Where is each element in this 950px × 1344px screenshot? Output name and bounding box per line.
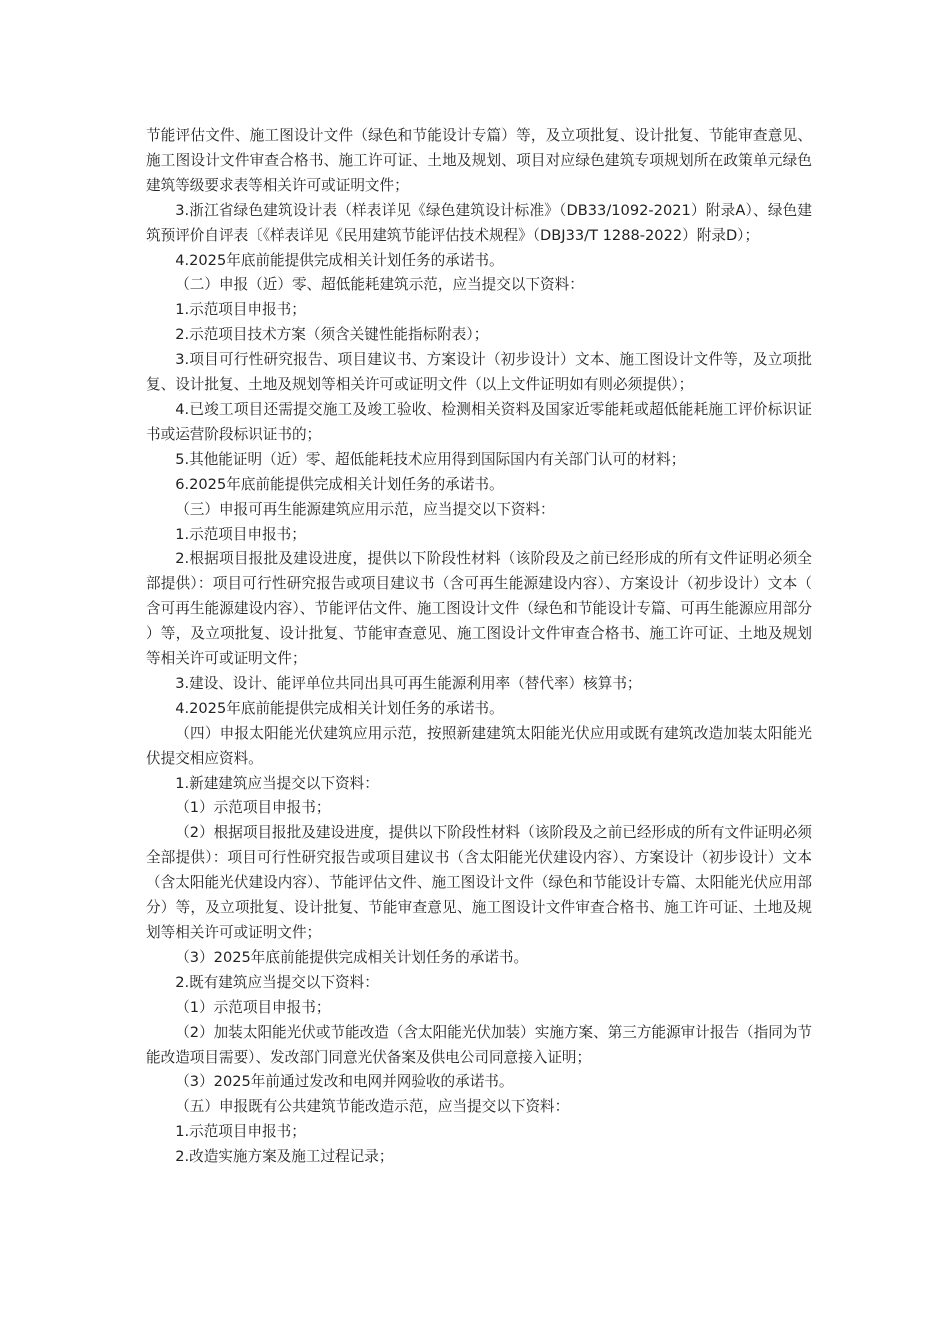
paragraph-7: 4.已竣工项目还需提交施工及竣工验收、检测相关资料及国家近零能耗或超低能耗施工评价标识证书或运营阶段标识证书的； <box>146 400 812 443</box>
paragraph-19: （3）2025年底前能提供完成相关计划任务的承诺书。 <box>175 948 529 966</box>
paragraph-14: 4.2025年底前能提供完成相关计划任务的承诺书。 <box>175 699 504 717</box>
paragraph-16: 1.新建建筑应当提交以下资料： <box>175 774 379 792</box>
paragraph-13: 3.建设、设计、能评单位共同出具可再生能源利用率（替代率）核算书； <box>175 674 642 692</box>
paragraph-22: （2）加装太阳能光伏或节能改造（含太阳能光伏加装）实施方案、第三方能源审计报告（指同为节能改造项目需要）、发改部门同意光伏备案及供电公司同意接入证明； <box>146 1023 813 1066</box>
paragraph-3: （二）申报（近）零、超低能耗建筑示范，应当提交以下资料： <box>175 276 584 294</box>
paragraph-5: 2.示范项目技术方案（须含关键性能指标附表）； <box>175 326 489 344</box>
paragraph-10: （三）申报可再生能源建筑应用示范，应当提交以下资料： <box>175 500 555 518</box>
paragraph-26: 2.改造实施方案及施工过程记录； <box>175 1148 394 1166</box>
paragraph-20: 2.既有建筑应当提交以下资料： <box>175 973 379 991</box>
paragraph-12: 2.根据项目报批及建设进度，提供以下阶段性材料（该阶段及之前已经形成的所有文件证明必须全部提供）：项目可行性研究报告或项目建议书（含可再生能源建设内容）、方案设计（初步设计）文本（含可再生能源建设内容）、节能评估文件、施工图设计文件（绿色和节能设计专篇、可再生能源应用部分）等，及立项批复、设计批复、节能审查意见、施工图设计文件审查合格书、施工许可证、土地及规划等相关许可或证明文件； <box>146 550 812 668</box>
paragraph-21: （1）示范项目申报书； <box>175 998 331 1016</box>
paragraph-18: （2）根据项目报批及建设进度，提供以下阶段性材料（该阶段及之前已经形成的所有文件证明必须全部提供）：项目可行性研究报告或项目建议书（含太阳能光伏建设内容）、方案设计（初步设计）文本（含太阳能光伏建设内容）、节能评估文件、施工图设计文件（绿色和节能设计专篇、太阳能光伏应用部分）等，及立项批复、设计批复、节能审查意见、施工图设计文件审查合格书、施工许可证、土地及规划等相关许可或证明文件； <box>146 824 813 941</box>
paragraph-4: 1.示范项目申报书； <box>175 301 306 319</box>
paragraph-11: 1.示范项目申报书； <box>175 525 306 543</box>
paragraph-24: （五）申报既有公共建筑节能改造示范，应当提交以下资料： <box>175 1098 570 1116</box>
paragraph-8: 5.其他能证明（近）零、超低能耗技术应用得到国际国内有关部门认可的材料； <box>175 450 686 468</box>
paragraph-17: （1）示范项目申报书； <box>175 799 331 817</box>
paragraph-0: 节能评估文件、施工图设计文件（绿色和节能设计专篇）等，及立项批复、设计批复、节能审查意见、施工图设计文件审查合格书、施工许可证、土地及规划、项目对应绿色建筑专项规划所在政策单元绿色建筑等级要求表等相关许可或证明文件； <box>146 127 812 194</box>
paragraph-25: 1.示范项目申报书； <box>175 1123 306 1141</box>
paragraph-1: 3.浙江省绿色建筑设计表（样表详见《绿色建筑设计标准》（DB33/1092-2021）附录A）、绿色建筑预评价自评表〔《样表详见《民用建筑节能评估技术规程》（DBJ33/T 1288-2022）附录D）； <box>146 201 812 244</box>
paragraph-2: 4.2025年底前能提供完成相关计划任务的承诺书。 <box>175 251 504 269</box>
paragraph-6: 3.项目可行性研究报告、项目建议书、方案设计（初步设计）文本、施工图设计文件等，及立项批复、设计批复、土地及规划等相关许可或证明文件（以上文件证明如有则必须提供）； <box>146 351 812 394</box>
paragraph-15: （四）申报太阳能光伏建筑应用示范，按照新建建筑太阳能光伏应用或既有建筑改造加装太阳能光伏提交相应资料。 <box>146 724 812 767</box>
paragraph-9: 6.2025年底前能提供完成相关计划任务的承诺书。 <box>175 475 504 493</box>
document-page <box>146 124 812 1170</box>
paragraph-23: （3）2025年前通过发改和电网并网验收的承诺书。 <box>175 1073 514 1091</box>
